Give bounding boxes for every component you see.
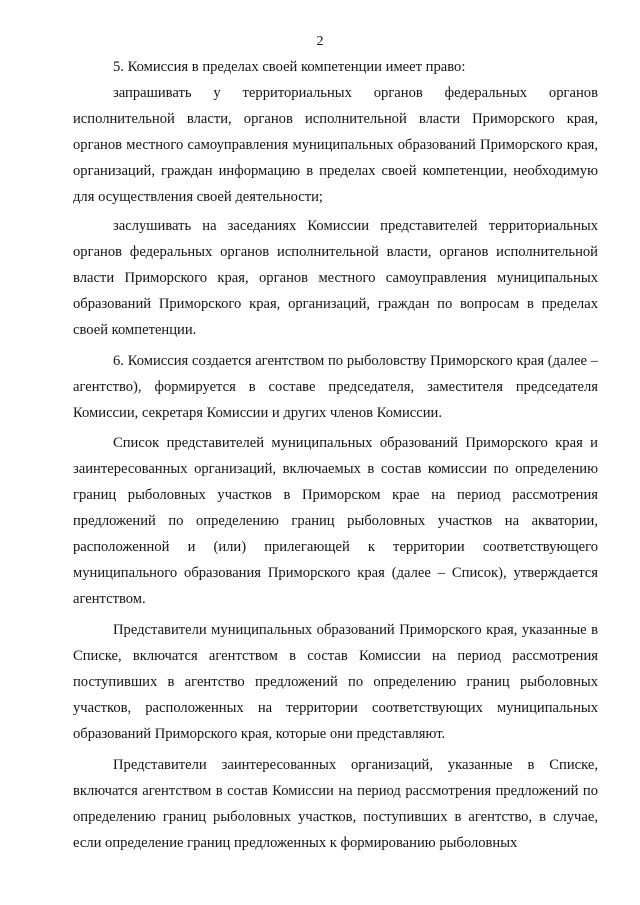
paragraph-hear-representatives: заслушивать на заседаниях Комиссии представителей территориальных органов федеральных органов исполнительной власти, органов исполнительной власти Приморского края, органов местного самоуправления муниципальных образований Приморского края, организаций, граждан по вопросам в пределах своей компетенции. xyxy=(73,218,598,338)
paragraph-organization-representatives: Представители заинтересованных организаций, указанные в Списке, включатся агентством в состав Комиссии на период рассмотрения предложений по определению границ рыболовных участков, поступивших в агентство, в случае, если определение границ предложенных к формированию рыболовных xyxy=(73,757,598,851)
paragraph-municipal-representatives: Представители муниципальных образований Приморского края, указанные в Списке, включатся агентством в состав Комиссии на период рассмотрения поступивших в агентство предложений по определению границ рыболовных участков, расположенных на территории соответствующих муниципальных образований Приморского края, которые они представляют. xyxy=(73,622,598,742)
paragraph-commission-rights: 5. Комиссия в пределах своей компетенции имеет право: xyxy=(113,59,466,75)
paragraph-request-information: запрашивать у территориальных органов федеральных органов исполнительной власти, органов исполнительной власти Приморского края, органов местного самоуправления муниципальных образований Приморского края, организаций, граждан информацию в пределах своей компетенции, необходимую для осуществления своей деятельности; xyxy=(73,85,598,205)
paragraph-representatives-list: Список представителей муниципальных образований Приморского края и заинтересованных организаций, включаемых в состав комиссии по определению границ рыболовных участков в Приморском крае на период рассмотрения предложений по определению границ рыболовных участков на акватории, расположенной и (или) прилегающей к территории соответствующего муниципального образования Приморского края (далее – Список), утверждается агентством. xyxy=(73,435,598,607)
document-body xyxy=(73,54,598,856)
paragraph-commission-creation: 6. Комиссия создается агентством по рыболовству Приморского края (далее – агентство), формируется в составе председателя, заместителя председателя Комиссии, секретаря Комиссии и других членов Комиссии. xyxy=(73,353,598,421)
page-number: 2 xyxy=(316,34,324,49)
